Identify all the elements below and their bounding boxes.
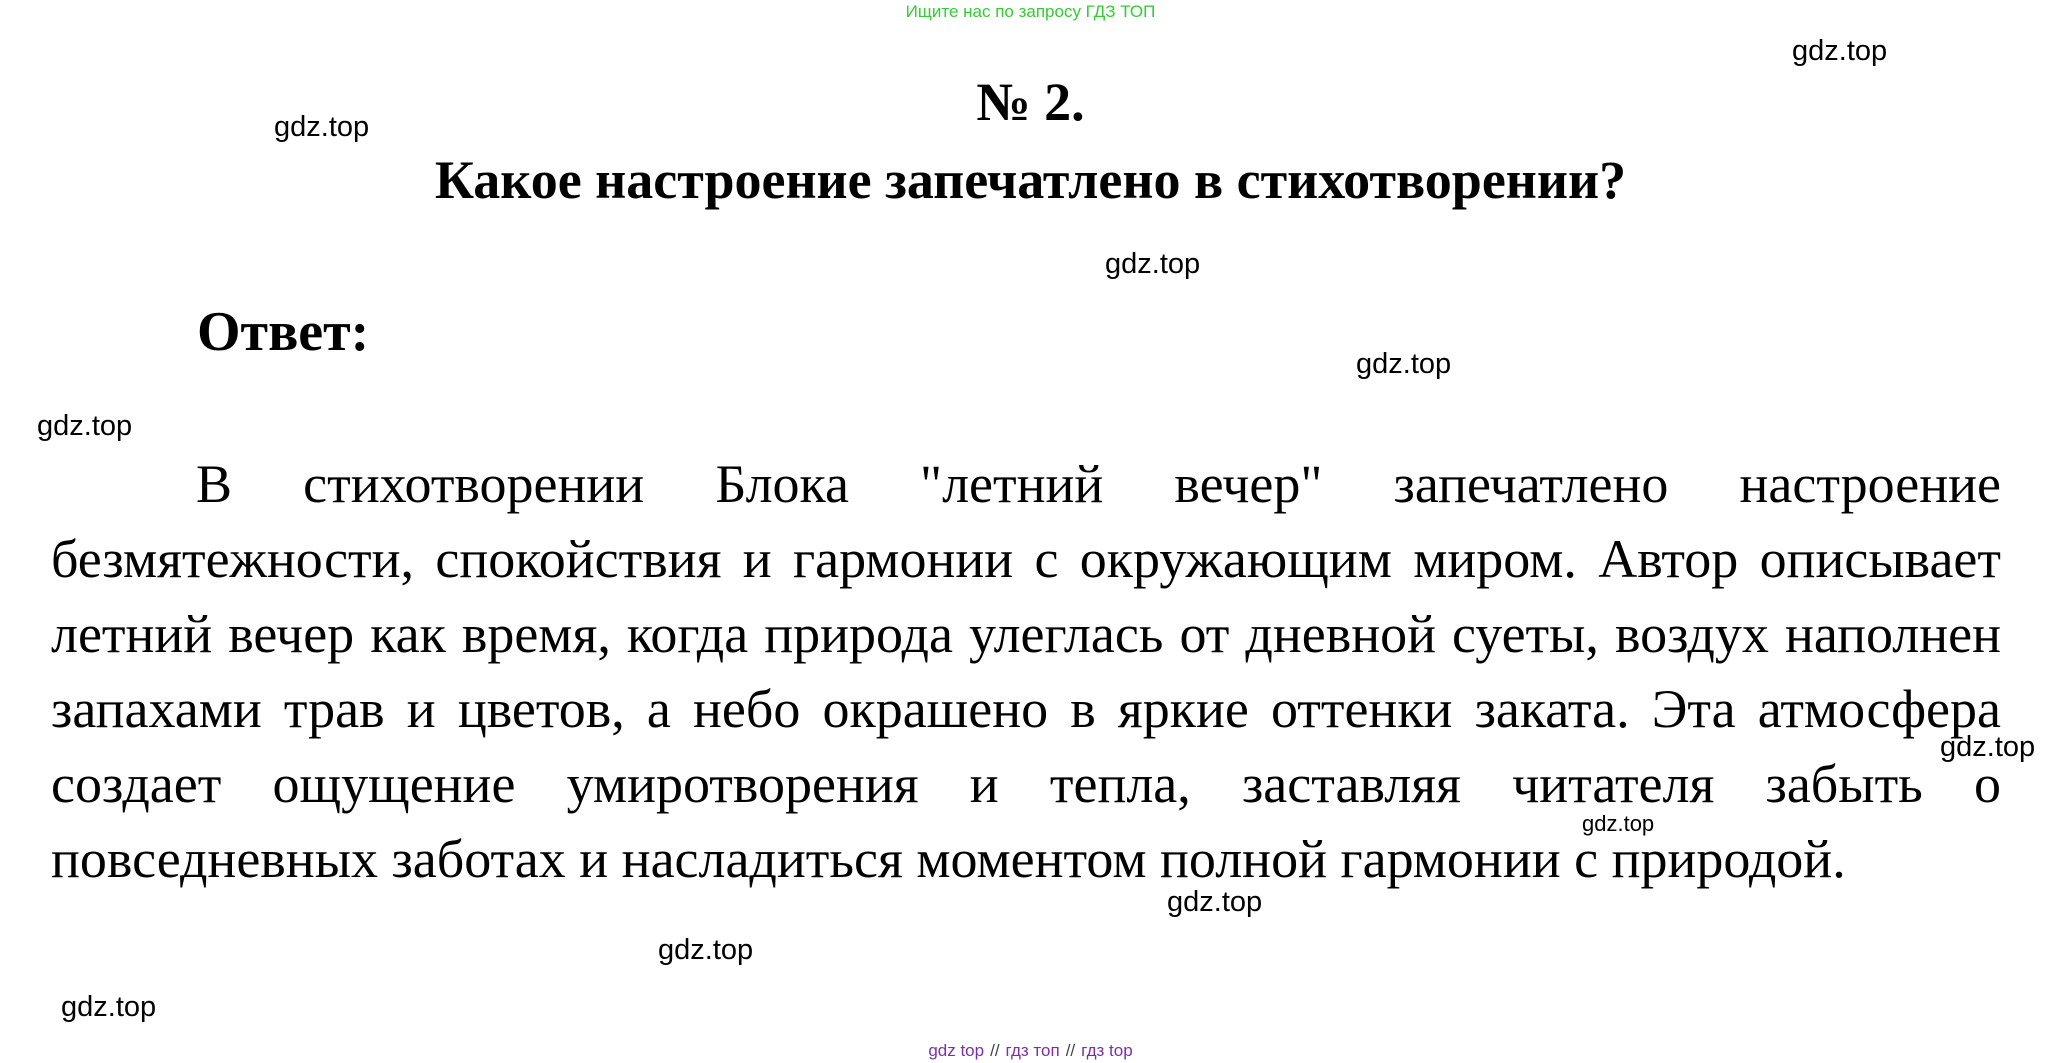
- watermark: gdz.top: [274, 111, 370, 143]
- footer-link-gdz-top-mixed[interactable]: гдз top: [1081, 1041, 1133, 1060]
- problem-number: № 2.: [976, 72, 1085, 132]
- watermark: gdz.top: [1105, 248, 1201, 280]
- watermark: gdz.top: [1940, 731, 2036, 763]
- watermark: gdz.top: [1356, 348, 1452, 380]
- footer-link-gdz-top-ru[interactable]: гдз топ: [1005, 1041, 1060, 1060]
- answer-text: В стихотворении Блока "летний вечер" запечатлено настроение безмятежности, спокойствия и гармонии с окружающим миром. Автор описывает летний вечер как время, когда природа улеглась от дневной суеты, воздух наполнен запахами трав и цветов, а небо окрашено в яркие оттенки заката. Эта атмосфера создает ощущение умиротворения и тепла, заставляя читателя забыть о повседневных заботах и насладиться моментом полной гармонии с природой.: [51, 454, 2001, 889]
- question-title: Какое настроение запечатлено в стихотворении?: [434, 150, 1627, 210]
- answer-heading: Ответ:: [197, 301, 370, 363]
- watermark: gdz.top: [658, 934, 754, 966]
- footer-link-gdz-top[interactable]: gdz top: [928, 1041, 985, 1060]
- watermark: gdz.top: [1792, 35, 1888, 67]
- watermark: gdz.top: [1167, 886, 1263, 918]
- watermark: gdz.top: [61, 991, 157, 1023]
- top-banner: Ищите нас по запросу ГДЗ ТОП: [905, 2, 1156, 21]
- watermark: gdz.top: [37, 410, 133, 442]
- footer-separator: //: [990, 1041, 1000, 1060]
- footer-separator: //: [1065, 1041, 1076, 1060]
- watermark: gdz.top: [1582, 811, 1655, 836]
- bottom-banner: [0, 1041, 2061, 1061]
